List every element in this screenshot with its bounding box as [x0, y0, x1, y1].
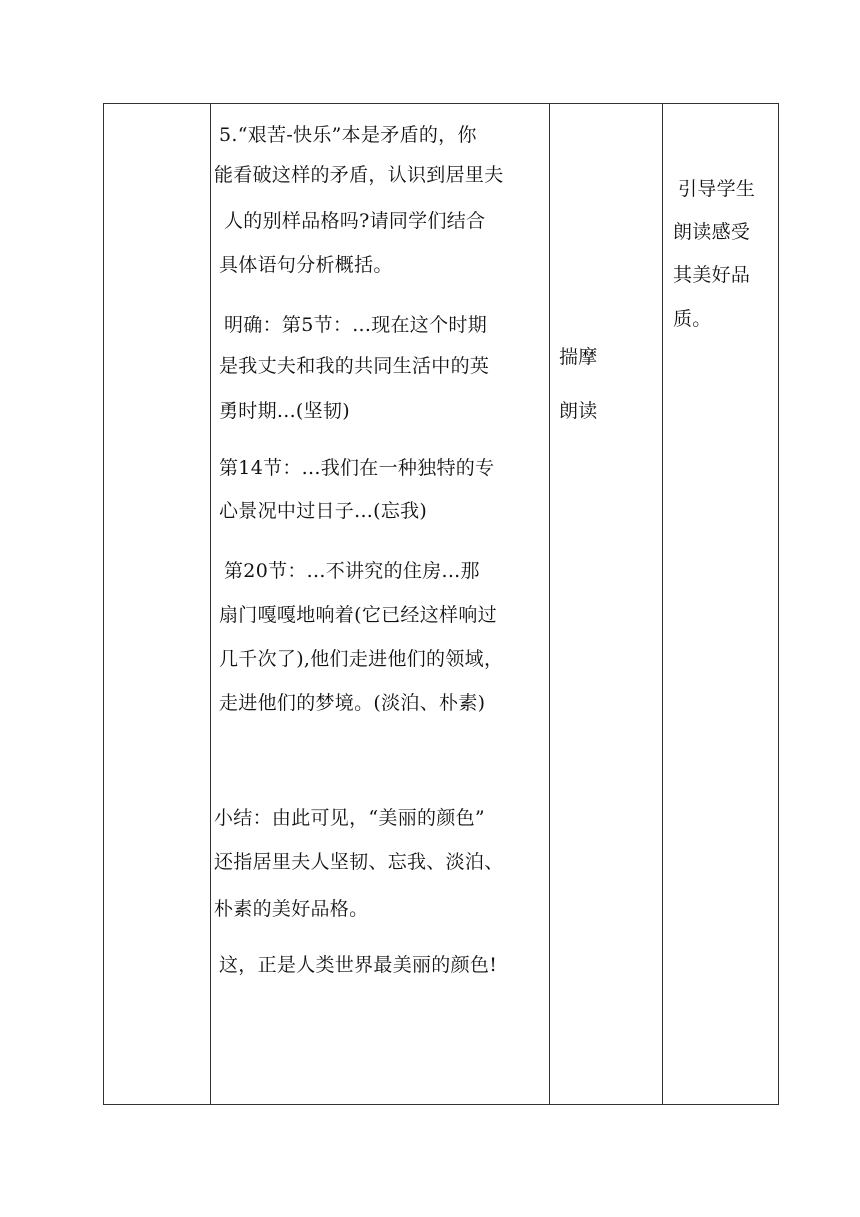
- content-cell: [211, 104, 549, 1104]
- method-line-2: 朗读: [559, 400, 598, 422]
- purpose-line-4: 质。: [673, 308, 712, 330]
- method-line-1: 揣摩: [559, 346, 598, 368]
- section14-line-2: 心景况中过日子...(忘我): [219, 500, 428, 522]
- lesson-plan-table: [103, 103, 779, 1105]
- answer-line-3: 勇时期...(坚韧): [219, 400, 350, 422]
- section20-line-4: 走进他们的梦境。(淡泊、朴素): [219, 692, 486, 714]
- section20-line-3: 几千次了),他们走进他们的领域，: [219, 648, 504, 670]
- question-line-2: 能看破这样的矛盾，认识到居里夫: [214, 164, 504, 186]
- conclusion-line: 这，正是人类世界最美丽的颜色!: [219, 954, 498, 976]
- section20-line-1: 第20节：...不讲究的住房...那: [224, 560, 480, 582]
- purpose-line-3: 其美好品: [673, 264, 751, 286]
- purpose-line-2: 朗读感受: [673, 221, 751, 243]
- question-line-4: 具体语句分析概括。: [219, 254, 393, 276]
- section20-line-2: 扇门嘎嘎地响着(它已经这样响过: [219, 604, 497, 626]
- section14-line-1: 第14节：...我们在一种独特的专: [219, 457, 495, 479]
- answer-line-1: 明确：第5节：...现在这个时期: [224, 314, 488, 336]
- purpose-cell: [663, 104, 778, 1104]
- question-line-1: 5.“艰苦-快乐”本是矛盾的，你: [219, 124, 477, 146]
- summary-line-2: 还指居里夫人坚韧、忘我、淡泊、: [214, 851, 504, 873]
- summary-line-3: 朴素的美好品格。: [214, 898, 369, 920]
- answer-line-2: 是我丈夫和我的共同生活中的英: [219, 355, 490, 377]
- summary-line-1: 小结：由此可见，“美丽的颜色”: [214, 807, 485, 829]
- question-line-3: 人的别样品格吗?请同学们结合: [224, 210, 486, 232]
- purpose-line-1: 引导学生: [678, 178, 756, 200]
- method-cell: [550, 104, 662, 1104]
- empty-cell: [104, 104, 210, 1104]
